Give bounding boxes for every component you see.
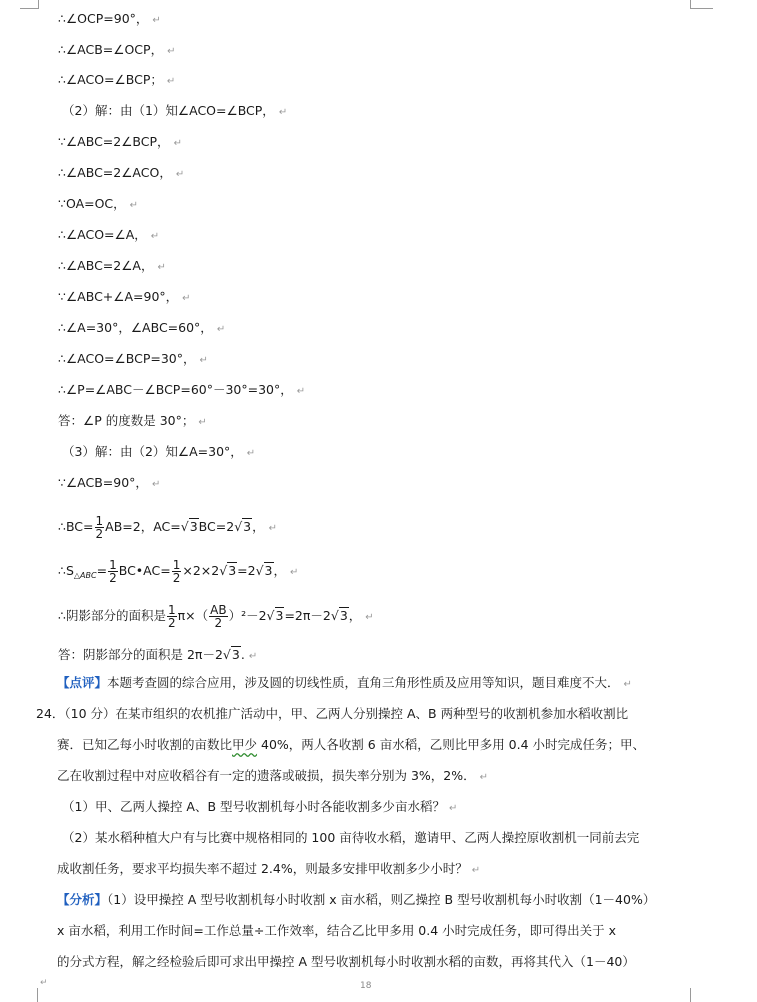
fraction-half: $\frac{1}{2}$: [167, 603, 176, 630]
solution-line-11: ∴∠A=30°，∠ABC=60°， ↵: [58, 320, 226, 335]
analysis-line-3: 的分式方程，解之经检验后即可求出甲操控 A 型号收割机每小时收割水稻的亩数，再将其代入（1－40）: [57, 954, 635, 969]
question-24-line-1: 24．（10 分）在某市组织的农机推广活动中，甲、乙两人分别操控 A、B 两种型号的收割机参加水稻收割比: [36, 706, 629, 721]
solution-line-16: ∵∠ACB=90°， ↵: [58, 475, 161, 490]
sqrt-symbol: √3: [234, 519, 252, 534]
solution-line-1: ∴∠OCP=90°， ↵: [58, 11, 161, 26]
question-24-line-2: 赛．已知乙每小时收割的亩数比甲少 40%，两人各收割 6 亩水稻，乙则比甲多用 0.4 小时完成任务；甲、: [57, 737, 646, 752]
formula-bc: ∴BC= $\frac{1}{2}$ AB=2，AC=√3BC=2√3， ↵: [58, 514, 278, 541]
question-24-line-3: 乙在收割过程中对应收稻谷有一定的遗落或破损，损失率分别为 3%，2%． ↵: [57, 768, 489, 783]
sqrt-symbol: √3: [266, 608, 284, 623]
sqrt-symbol: √3: [219, 563, 237, 578]
analysis-line-1: 【分析】（1）设甲操控 A 型号收割机每小时收割 x 亩水稻，则乙操控 B 型号收割机每小时收割（1－40%）: [57, 892, 656, 907]
comment-line: 【点评】本题考查圆的综合应用，涉及圆的切线性质，直角三角形性质及应用等知识，题目难度不大． ↵: [57, 675, 632, 690]
crop-mark-bottom-right: [690, 988, 692, 1002]
analysis-line-2: x 亩水稻，利用工作时间=工作总量÷工作效率，结合乙比甲多用 0.4 小时完成任务，即可得出关于 x: [57, 923, 617, 938]
fraction-half: $\frac{1}{2}$: [95, 514, 104, 541]
solution-line-8: ∴∠ACO=∠A， ↵: [58, 227, 160, 242]
fraction-half: $\frac{1}{2}$: [109, 558, 117, 585]
comment-tag: 【点评】: [57, 675, 108, 690]
solution-line-5: ∵∠ABC=2∠BCP， ↵: [58, 134, 182, 149]
solution-line-10: ∵∠ABC+∠A=90°， ↵: [58, 289, 191, 304]
question-24-part-2-line-1: （2）某水稻种植大户有与比赛中规格相同的 100 亩待收水稻，邀请甲、乙两人操控原收割机一同前去完: [62, 830, 640, 845]
crop-mark-top-left: [20, 0, 39, 9]
question-24-part-1: （1）甲、乙两人操控 A、B 型号收割机每小时各能收割多少亩水稻？ ↵: [62, 799, 458, 814]
formula-area-triangle: $\therefore S_{\triangle ABC}=$ $\frac{1}{2}$ BC•AC= $\frac{1}{2}$ ×2×2√3=2√3， ↵: [58, 558, 299, 585]
crop-mark-bottom-left: [37, 988, 39, 1002]
solution-line-2: ∴∠ACB=∠OCP， ↵: [58, 42, 176, 57]
sqrt-symbol: √3: [255, 563, 273, 578]
analysis-tag: 【分析】: [57, 892, 108, 907]
wavy-underline-text: 甲少: [232, 737, 258, 752]
solution-line-4: （2）解：由（1）知∠ACO=∠BCP， ↵: [62, 103, 288, 118]
solution-line-3: ∴∠ACO=∠BCP； ↵: [58, 72, 176, 87]
sqrt-symbol: √3: [180, 519, 198, 534]
formula-shaded-area: ∴阴影部分的面积是 $\frac{1}{2}$ π×（ $\frac{AB}{2}$ ）²－2√3=2π－2√3， ↵: [58, 603, 374, 630]
fraction-ab-over-2: $\frac{AB}{2}$: [210, 603, 227, 630]
answer-line-p3: 答：阴影部分的面积是 2π－2√3. ↵: [58, 645, 257, 665]
solution-line-13: ∴∠P=∠ABC－∠BCP=60°－30°=30°， ↵: [58, 382, 306, 397]
solution-line-12: ∴∠ACO=∠BCP=30°， ↵: [58, 351, 208, 366]
answer-line-p2: 答：∠P 的度数是 30°； ↵: [58, 413, 207, 428]
solution-line-15: （3）解：由（2）知∠A=30°， ↵: [62, 444, 256, 459]
sqrt-symbol: √3: [222, 647, 240, 662]
question-24-part-2-line-2: 成收割任务，要求平均损失率不超过 2.4%，则最多安排甲收割多少小时？ ↵: [57, 861, 481, 876]
fraction-half: $\frac{1}{2}$: [172, 558, 181, 585]
solution-line-6: ∴∠ABC=2∠ACO， ↵: [58, 165, 185, 180]
paragraph-mark: ↵: [40, 978, 48, 988]
solution-line-9: ∴∠ABC=2∠A， ↵: [58, 258, 166, 273]
solution-line-7: ∵OA=OC， ↵: [58, 196, 139, 211]
crop-mark-top-right: [690, 0, 713, 9]
sqrt-symbol: √3: [330, 608, 348, 623]
page-number: 18: [360, 981, 372, 991]
